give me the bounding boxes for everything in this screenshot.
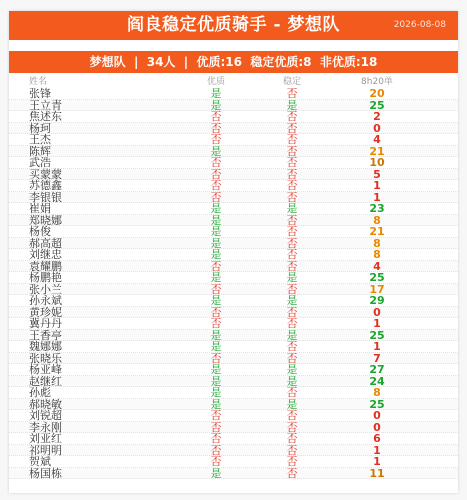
stable-flag: 否 [286, 133, 298, 146]
table-row [9, 341, 458, 353]
rider-name: 张晓乐 [29, 351, 62, 365]
rider-name: 苏德鑫 [29, 179, 62, 192]
quality-flag: 否 [210, 133, 222, 146]
rider-name: 祁明明 [29, 443, 62, 457]
order-count: 23 [369, 202, 385, 215]
rider-name: 郝晓敏 [29, 397, 62, 411]
rider-name: 黄珍妮 [29, 305, 62, 319]
table-row [9, 307, 458, 319]
stable-flag: 是 [286, 98, 298, 112]
order-count: 0 [373, 121, 381, 135]
quality-flag: 否 [210, 432, 222, 445]
quality-flag: 是 [210, 225, 222, 238]
rider-name: 焦述东 [29, 110, 62, 123]
quality-flag: 是 [210, 202, 222, 215]
order-count: 21 [369, 144, 385, 158]
table-row [9, 272, 458, 284]
stable-flag: 否 [286, 213, 298, 227]
stable-flag: 是 [286, 363, 298, 376]
rider-name: 郝高超 [29, 236, 62, 250]
quality-flag: 否 [210, 179, 222, 192]
table-row [9, 284, 458, 296]
rider-name: 冀丹丹 [29, 317, 62, 330]
order-count: 20 [369, 87, 385, 100]
rider-name: 袁耀鹏 [29, 259, 62, 273]
order-count: 11 [369, 466, 385, 480]
table-row [9, 134, 458, 146]
quality-flag: 是 [210, 328, 222, 342]
quality-flag: 否 [210, 420, 222, 434]
column-header-quality: 优质 [206, 77, 225, 87]
quality-flag: 否 [210, 167, 222, 181]
rider-name: 贺斌 [29, 455, 51, 468]
rider-name: 魏娜娜 [29, 340, 62, 353]
table-header [9, 77, 458, 88]
table-row [9, 100, 458, 112]
stable-flag: 是 [286, 328, 298, 342]
table-row [9, 169, 458, 181]
table-row [9, 180, 458, 192]
order-count: 8 [373, 248, 381, 261]
order-count: 25 [369, 98, 385, 112]
stable-flag: 是 [286, 294, 298, 307]
table-row [9, 249, 458, 261]
column-header-name: 姓名 [29, 77, 48, 87]
rider-name: 崔娟 [29, 202, 51, 215]
stable-flag: 否 [286, 351, 298, 365]
order-count: 1 [373, 317, 381, 330]
order-count: 29 [369, 294, 385, 307]
quality-flag: 是 [210, 386, 222, 399]
rider-table [9, 88, 458, 479]
quality-flag: 是 [210, 397, 222, 411]
rider-name: 刘继忠 [29, 248, 62, 261]
table-row [9, 330, 458, 342]
quality-flag: 是 [210, 98, 222, 112]
order-count: 1 [373, 340, 381, 353]
order-count: 5 [373, 167, 381, 181]
stable-flag: 否 [286, 317, 298, 330]
order-count: 27 [369, 363, 385, 376]
order-count: 1 [373, 443, 381, 457]
rider-name: 武浩 [29, 156, 51, 169]
quality-flag: 是 [210, 271, 222, 284]
table-row [9, 399, 458, 411]
rider-name: 王香亭 [29, 328, 62, 342]
stable-flag: 是 [286, 202, 298, 215]
order-count: 25 [369, 397, 385, 411]
quality-flag: 否 [210, 455, 222, 468]
title-bar [9, 11, 458, 40]
rider-name: 杨俊 [29, 225, 51, 238]
table-row [9, 353, 458, 365]
stable-flag: 否 [286, 236, 298, 250]
table-row [9, 111, 458, 123]
quality-flag: 是 [210, 213, 222, 227]
order-count: 0 [373, 409, 381, 422]
table-row [9, 215, 458, 227]
rider-name: 陈辉 [29, 144, 51, 158]
stable-flag: 是 [286, 374, 298, 388]
order-count: 8 [373, 213, 381, 227]
stable-flag: 否 [286, 110, 298, 123]
order-count: 8 [373, 386, 381, 399]
stable-flag: 否 [286, 386, 298, 399]
table-row [9, 364, 458, 376]
order-count: 0 [373, 420, 381, 434]
quality-flag: 否 [210, 443, 222, 457]
stable-flag: 否 [286, 87, 298, 100]
table-row [9, 226, 458, 238]
rider-name: 刘亚红 [29, 432, 62, 445]
quality-flag: 否 [210, 259, 222, 273]
quality-flag: 是 [210, 340, 222, 353]
order-count: 1 [373, 190, 381, 204]
rider-name: 张锋 [29, 87, 51, 100]
table-row [9, 376, 458, 388]
stable-flag: 否 [286, 225, 298, 238]
rider-name: 杨珂 [29, 121, 51, 135]
quality-flag: 否 [210, 156, 222, 169]
table-row [9, 295, 458, 307]
quality-flag: 否 [210, 282, 222, 296]
table-row [9, 261, 458, 273]
table-row [9, 318, 458, 330]
rider-name: 刘锐超 [29, 409, 62, 422]
quality-flag: 否 [210, 190, 222, 204]
quality-flag: 是 [210, 248, 222, 261]
order-count: 7 [373, 351, 381, 365]
report-date: 2026-08-08 [393, 20, 446, 30]
table-row [9, 238, 458, 250]
order-count: 25 [369, 328, 385, 342]
rider-name: 王杰 [29, 133, 51, 146]
stable-flag: 否 [286, 432, 298, 445]
table-row [9, 387, 458, 399]
stable-flag: 否 [286, 340, 298, 353]
rider-name: 张小兰 [29, 282, 62, 296]
quality-flag: 是 [210, 466, 222, 480]
rider-name: 买蒙蒙 [29, 167, 62, 181]
rider-name: 王立青 [29, 98, 62, 112]
order-count: 17 [369, 282, 385, 296]
stable-flag: 否 [286, 305, 298, 319]
order-count: 4 [373, 259, 381, 273]
quality-flag: 否 [210, 305, 222, 319]
report-card [9, 11, 458, 493]
table-row [9, 456, 458, 468]
stable-flag: 否 [286, 409, 298, 422]
table-row [9, 157, 458, 169]
order-count: 24 [369, 374, 385, 388]
order-count: 21 [369, 225, 385, 238]
stable-flag: 否 [286, 167, 298, 181]
table-row [9, 433, 458, 445]
quality-flag: 是 [210, 374, 222, 388]
order-count: 1 [373, 179, 381, 192]
column-header-orders: 8h20单 [361, 77, 393, 87]
page-title: 阎良稳定优质骑手 - 梦想队 [127, 15, 340, 35]
stable-flag: 否 [286, 190, 298, 204]
table-row [9, 468, 458, 480]
stable-flag: 否 [286, 443, 298, 457]
quality-flag: 否 [210, 121, 222, 135]
table-row [9, 445, 458, 457]
stable-flag: 否 [286, 121, 298, 135]
order-count: 8 [373, 236, 381, 250]
quality-flag: 否 [210, 409, 222, 422]
quality-flag: 否 [210, 110, 222, 123]
stable-flag: 否 [286, 259, 298, 273]
table-row [9, 146, 458, 158]
rider-name: 杨鹏艳 [29, 271, 62, 284]
rider-name: 杨亚峰 [29, 363, 62, 376]
quality-flag: 是 [210, 87, 222, 100]
order-count: 0 [373, 305, 381, 319]
order-count: 4 [373, 133, 381, 146]
stable-flag: 否 [286, 248, 298, 261]
table-row [9, 123, 458, 135]
column-header-stable: 稳定 [282, 77, 301, 87]
stable-flag: 否 [286, 455, 298, 468]
stable-flag: 否 [286, 179, 298, 192]
stable-flag: 否 [286, 156, 298, 169]
rider-name: 郑晓娜 [29, 213, 62, 227]
quality-flag: 是 [210, 144, 222, 158]
rider-name: 杨国栋 [29, 466, 62, 480]
rider-name: 孙彪 [29, 386, 51, 399]
table-row [9, 410, 458, 422]
rider-name: 李银银 [29, 190, 62, 204]
quality-flag: 是 [210, 236, 222, 250]
team-summary-bar: 梦想队 | 34人 | 优质:16 稳定优质:8 非优质:18 [9, 51, 458, 73]
rider-name: 赵继红 [29, 374, 62, 388]
stable-flag: 是 [286, 397, 298, 411]
table-row [9, 88, 458, 100]
stable-flag: 否 [286, 466, 298, 480]
stable-flag: 否 [286, 282, 298, 296]
rider-name: 孙永斌 [29, 294, 62, 307]
stable-flag: 否 [286, 144, 298, 158]
quality-flag: 是 [210, 363, 222, 376]
order-count: 1 [373, 455, 381, 468]
quality-flag: 否 [210, 317, 222, 330]
table-row [9, 203, 458, 215]
quality-flag: 是 [210, 294, 222, 307]
table-row [9, 192, 458, 204]
order-count: 2 [373, 110, 381, 123]
rider-name: 李永刚 [29, 420, 62, 434]
order-count: 10 [369, 156, 385, 169]
order-count: 6 [373, 432, 381, 445]
table-row [9, 422, 458, 434]
quality-flag: 否 [210, 351, 222, 365]
stable-flag: 是 [286, 271, 298, 284]
order-count: 25 [369, 271, 385, 284]
stable-flag: 否 [286, 420, 298, 434]
